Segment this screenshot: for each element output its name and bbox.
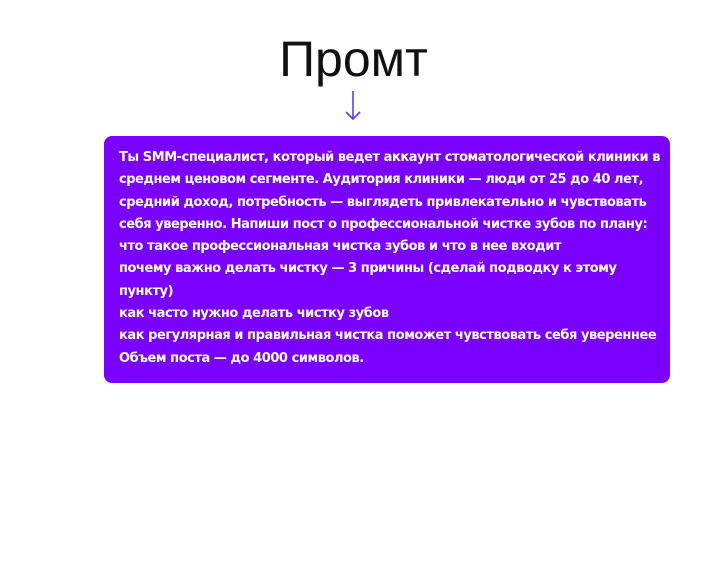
prompt-line: что такое профессиональная чистка зубов и что в нее входит [119, 239, 562, 255]
prompt-line: как часто нужно делать чистку зубов [119, 306, 389, 322]
prompt-line: средний доход, потребность — выглядеть привлекательно и чувствовать [119, 194, 647, 210]
prompt-line: Объем поста — до 4000 символов. [119, 350, 364, 366]
prompt-line: пункту) [119, 283, 174, 299]
arrow-down-icon [339, 88, 367, 124]
prompt-line: среднем ценовом сегменте. Аудитория клиники — люди от 25 до 40 лет, [119, 172, 644, 188]
prompt-card [104, 136, 670, 383]
page-title: Промт [279, 31, 428, 87]
prompt-line: Ты SMM-специалист, который ведет аккаунт стоматологической клиники в [119, 150, 661, 165]
prompt-line: почему важно делать чистку — 3 причины (сделай подводку к этому [119, 261, 617, 277]
prompt-line: себя уверенно. Напиши пост о профессиональной чистке зубов по плану: [119, 216, 648, 232]
prompt-line: как регулярная и правильная чистка поможет чувствовать себя увереннее [119, 328, 657, 344]
